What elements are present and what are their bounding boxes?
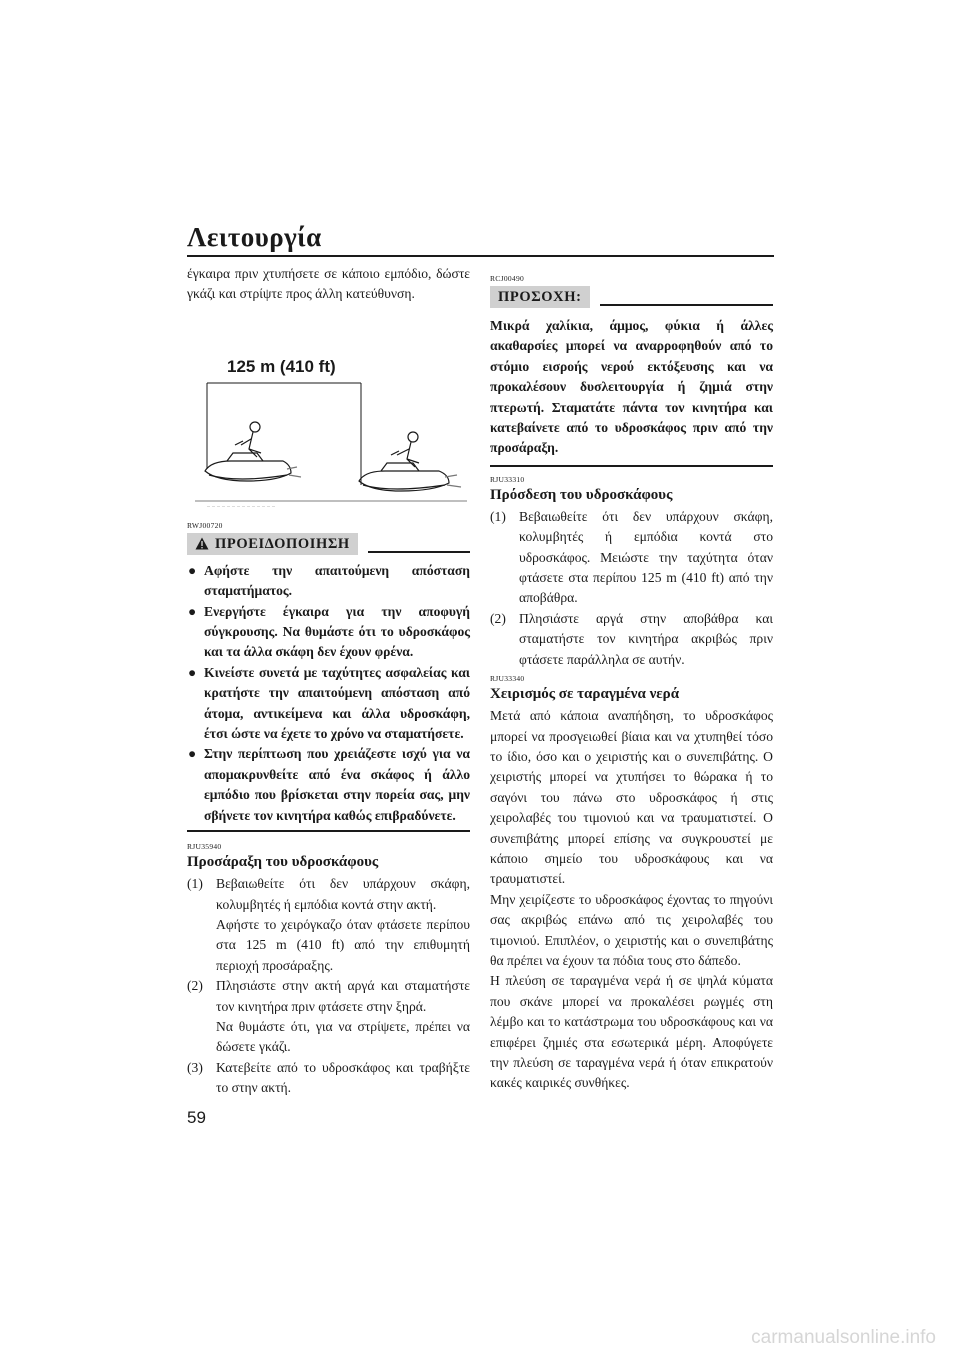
- warning-label: [187, 533, 358, 555]
- page-number: 59: [187, 1108, 206, 1127]
- step-number: (2): [490, 610, 506, 626]
- warning-label-row: [187, 533, 470, 555]
- mooring-steps: [490, 507, 773, 670]
- step-item: [187, 874, 470, 976]
- watercraft-left-icon: [205, 422, 301, 481]
- step-main: Πλησιάστε αργά στην αποβάθρα και σταματήστε τον κινητήρα ακριβώς πριν φτάσετε παράλληλα σε αυτήν.: [519, 610, 773, 667]
- step-note: Να θυμάστε ότι, για να στρίψετε, πρέπει να δώσετε γκάζι.: [216, 1018, 470, 1055]
- warning-triangle-icon: [195, 537, 209, 550]
- rough-title: Χειρισμός σε ταραγμένα νερά: [490, 686, 680, 703]
- mooring-code: RJU33310: [490, 474, 525, 484]
- step-note: Αφήστε το χειρόγκαζο όταν φτάσετε περίπου στα 125 m (410 ft) από την επιθυμητή περιοχή προσάραξης.: [216, 916, 470, 973]
- step-number: (1): [187, 876, 203, 892]
- caution-bottom-rule: [490, 465, 773, 467]
- rough-paragraph: Η πλεύση σε ταραγμένα νερά ή σε ψηλά κύματα που σκάνε μπορεί να προκαλέσει ρωγμές στη λέμβο και το κατάστρωμα του υδροσκάφους και να επιφέρει ζημιές στα εσωτερικά μέρη. Αποφύγετε την πλεύση σε ταραγμένα νερά ή όταν επικρατούν κακές καιρικές συνθήκες.: [490, 973, 773, 1091]
- warning-item-text: Κινείστε συνετά με ταχύτητες ασφαλείας και κρατήστε την απαιτούμενη απόσταση από άτομα, αντικείμενα και άλλα υδροσκάφη, έτσι ώστε να έχετε το χρόνο να σταματήσετε.: [204, 664, 470, 742]
- caution-rule: [600, 304, 773, 306]
- watermark: carmanualsonline.info: [751, 1327, 936, 1348]
- warning-code: RWJ00720: [187, 520, 223, 530]
- watercraft-right-icon: [359, 432, 461, 491]
- bullet-icon: ●: [188, 603, 197, 619]
- warning-list: [187, 561, 470, 826]
- beaching-steps: [187, 874, 470, 1098]
- step-text: [216, 874, 470, 976]
- caution-label: ΠΡΟΣΟΧΗ:: [490, 286, 590, 308]
- intro-paragraph: έγκαιρα πριν χτυπήσετε σε κάποιο εμπόδιο, δώστε γκάζι και στρίψτε προς άλλη κατεύθυνση.: [187, 266, 470, 302]
- beaching-title: Προσάραξη του υδροσκάφους: [187, 854, 379, 871]
- warning-item-text: Αφήστε την απαιτούμενη απόσταση σταματήματος.: [204, 562, 470, 599]
- step-main: Πλησιάστε στην ακτή αργά και σταματήστε τον κινητήρα πριν φτάσετε στην ξηρά.: [216, 978, 470, 1014]
- step-main: Κατεβείτε από το υδροσκάφος και τραβήξτε το στην ακτή.: [216, 1059, 470, 1096]
- step-item: [490, 507, 773, 609]
- caution-text: Μικρά χαλίκια, άμμος, φύκια ή άλλες ακαθαρσίες μπορεί να αναρροφηθούν από το στόμιο εισροής νερού εκτόξευσης και να προκαλέσουν δυσλειτουργία ή ζημιά στην πτερωτή. Σταματάτε πάντα τον κινητήρα και κατεβαίνετε από το υδροσκάφος πριν από την προσάραξη.: [490, 318, 773, 456]
- step-number: (1): [490, 508, 506, 524]
- warning-bottom-rule: [187, 830, 470, 832]
- warning-item: [187, 602, 470, 663]
- warning-item: [187, 744, 470, 826]
- step-text: [216, 976, 470, 1058]
- warning-label-text: ΠΡΟΕΙΔΟΠΟΙΗΣΗ: [215, 535, 350, 552]
- rough-paragraph: Μετά από κάποια αναπήδηση, το υδροσκάφος μπορεί να προσγειωθεί βίαια και να χτυπηθεί τόσο το ίδιο, όσο και ο χειριστής και ο συνεπιβάτης. Ο χειριστής μπορεί να χτυπήσει το θώρακα ή το σαγόνι του πάνω στο υδροσκάφος ή στις χειρολαβές του τιμονιού και να τραυματιστεί. Ο συνεπιβάτης μπορεί επίσης να συγκρουστεί με κάποιο σημείο του υδροσκάφους και να τραυματιστεί.: [490, 708, 773, 887]
- warning-item: [187, 663, 470, 745]
- bullet-icon: ●: [188, 562, 197, 578]
- mooring-title: Πρόσδεση του υδροσκάφους: [490, 486, 673, 503]
- caution-label-row: [490, 286, 773, 308]
- bullet-icon: ●: [188, 664, 197, 680]
- step-item: [187, 976, 470, 1058]
- distance-label: 125 m (410 ft): [227, 356, 336, 376]
- rough-code: RJU33340: [490, 674, 525, 684]
- warning-item: [187, 561, 470, 602]
- step-main: Βεβαιωθείτε ότι δεν υπάρχουν σκάφη, κολυμβητές ή εμπόδια κοντά στην ακτή.: [216, 876, 470, 912]
- bullet-icon: ●: [188, 746, 197, 762]
- step-main: Βεβαιωθείτε ότι δεν υπάρχουν σκάφη, κολυμβητές ή εμπόδια κοντά στο υδροσκάφος. Μειώστε την ταχύτητα όταν φτάσετε στα περίπου 125 m (410 ft) από την αποβάθρα.: [519, 508, 773, 606]
- page-header-title: Λειτουργία: [187, 222, 322, 252]
- distance-figure: [187, 357, 470, 507]
- watercraft-illustration: [187, 357, 470, 507]
- step-item: [187, 1058, 470, 1099]
- step-number: (3): [187, 1059, 203, 1075]
- step-number: (2): [187, 978, 203, 994]
- header-rule: [187, 255, 774, 257]
- warning-item-text: Ενεργήστε έγκαιρα για την αποφυγή σύγκρουσης. Να θυμάστε ότι το υδροσκάφος και τα άλλα σκάφη δεν έχουν φρένα.: [204, 603, 470, 660]
- step-item: [490, 609, 773, 670]
- caution-code: RCJ00490: [490, 274, 525, 283]
- right-column: [490, 264, 773, 1094]
- warning-item-text: Στην περίπτωση που χρειάζεστε ισχύ για να απομακρυνθείτε από ένα σκάφος ή άλλο εμπόδιο που βρίσκεται στην πορεία σας, μην σβήνετε τον κινητήρα καθώς επιβραδύνετε.: [204, 746, 470, 823]
- left-column: [187, 264, 470, 1099]
- beaching-code: RJU35940: [187, 842, 222, 852]
- warning-rule: [368, 551, 470, 553]
- rough-paragraph: Μην χειρίζεστε το υδροσκάφος έχοντας το πηγούνι σας ακριβώς επάνω από τις χειρολαβές του τιμονιού. Επιπλέον, ο χειριστής και ο συνεπιβάτης θα πρέπει να έχουν τα πόδια τους στο δάπεδο.: [490, 891, 773, 968]
